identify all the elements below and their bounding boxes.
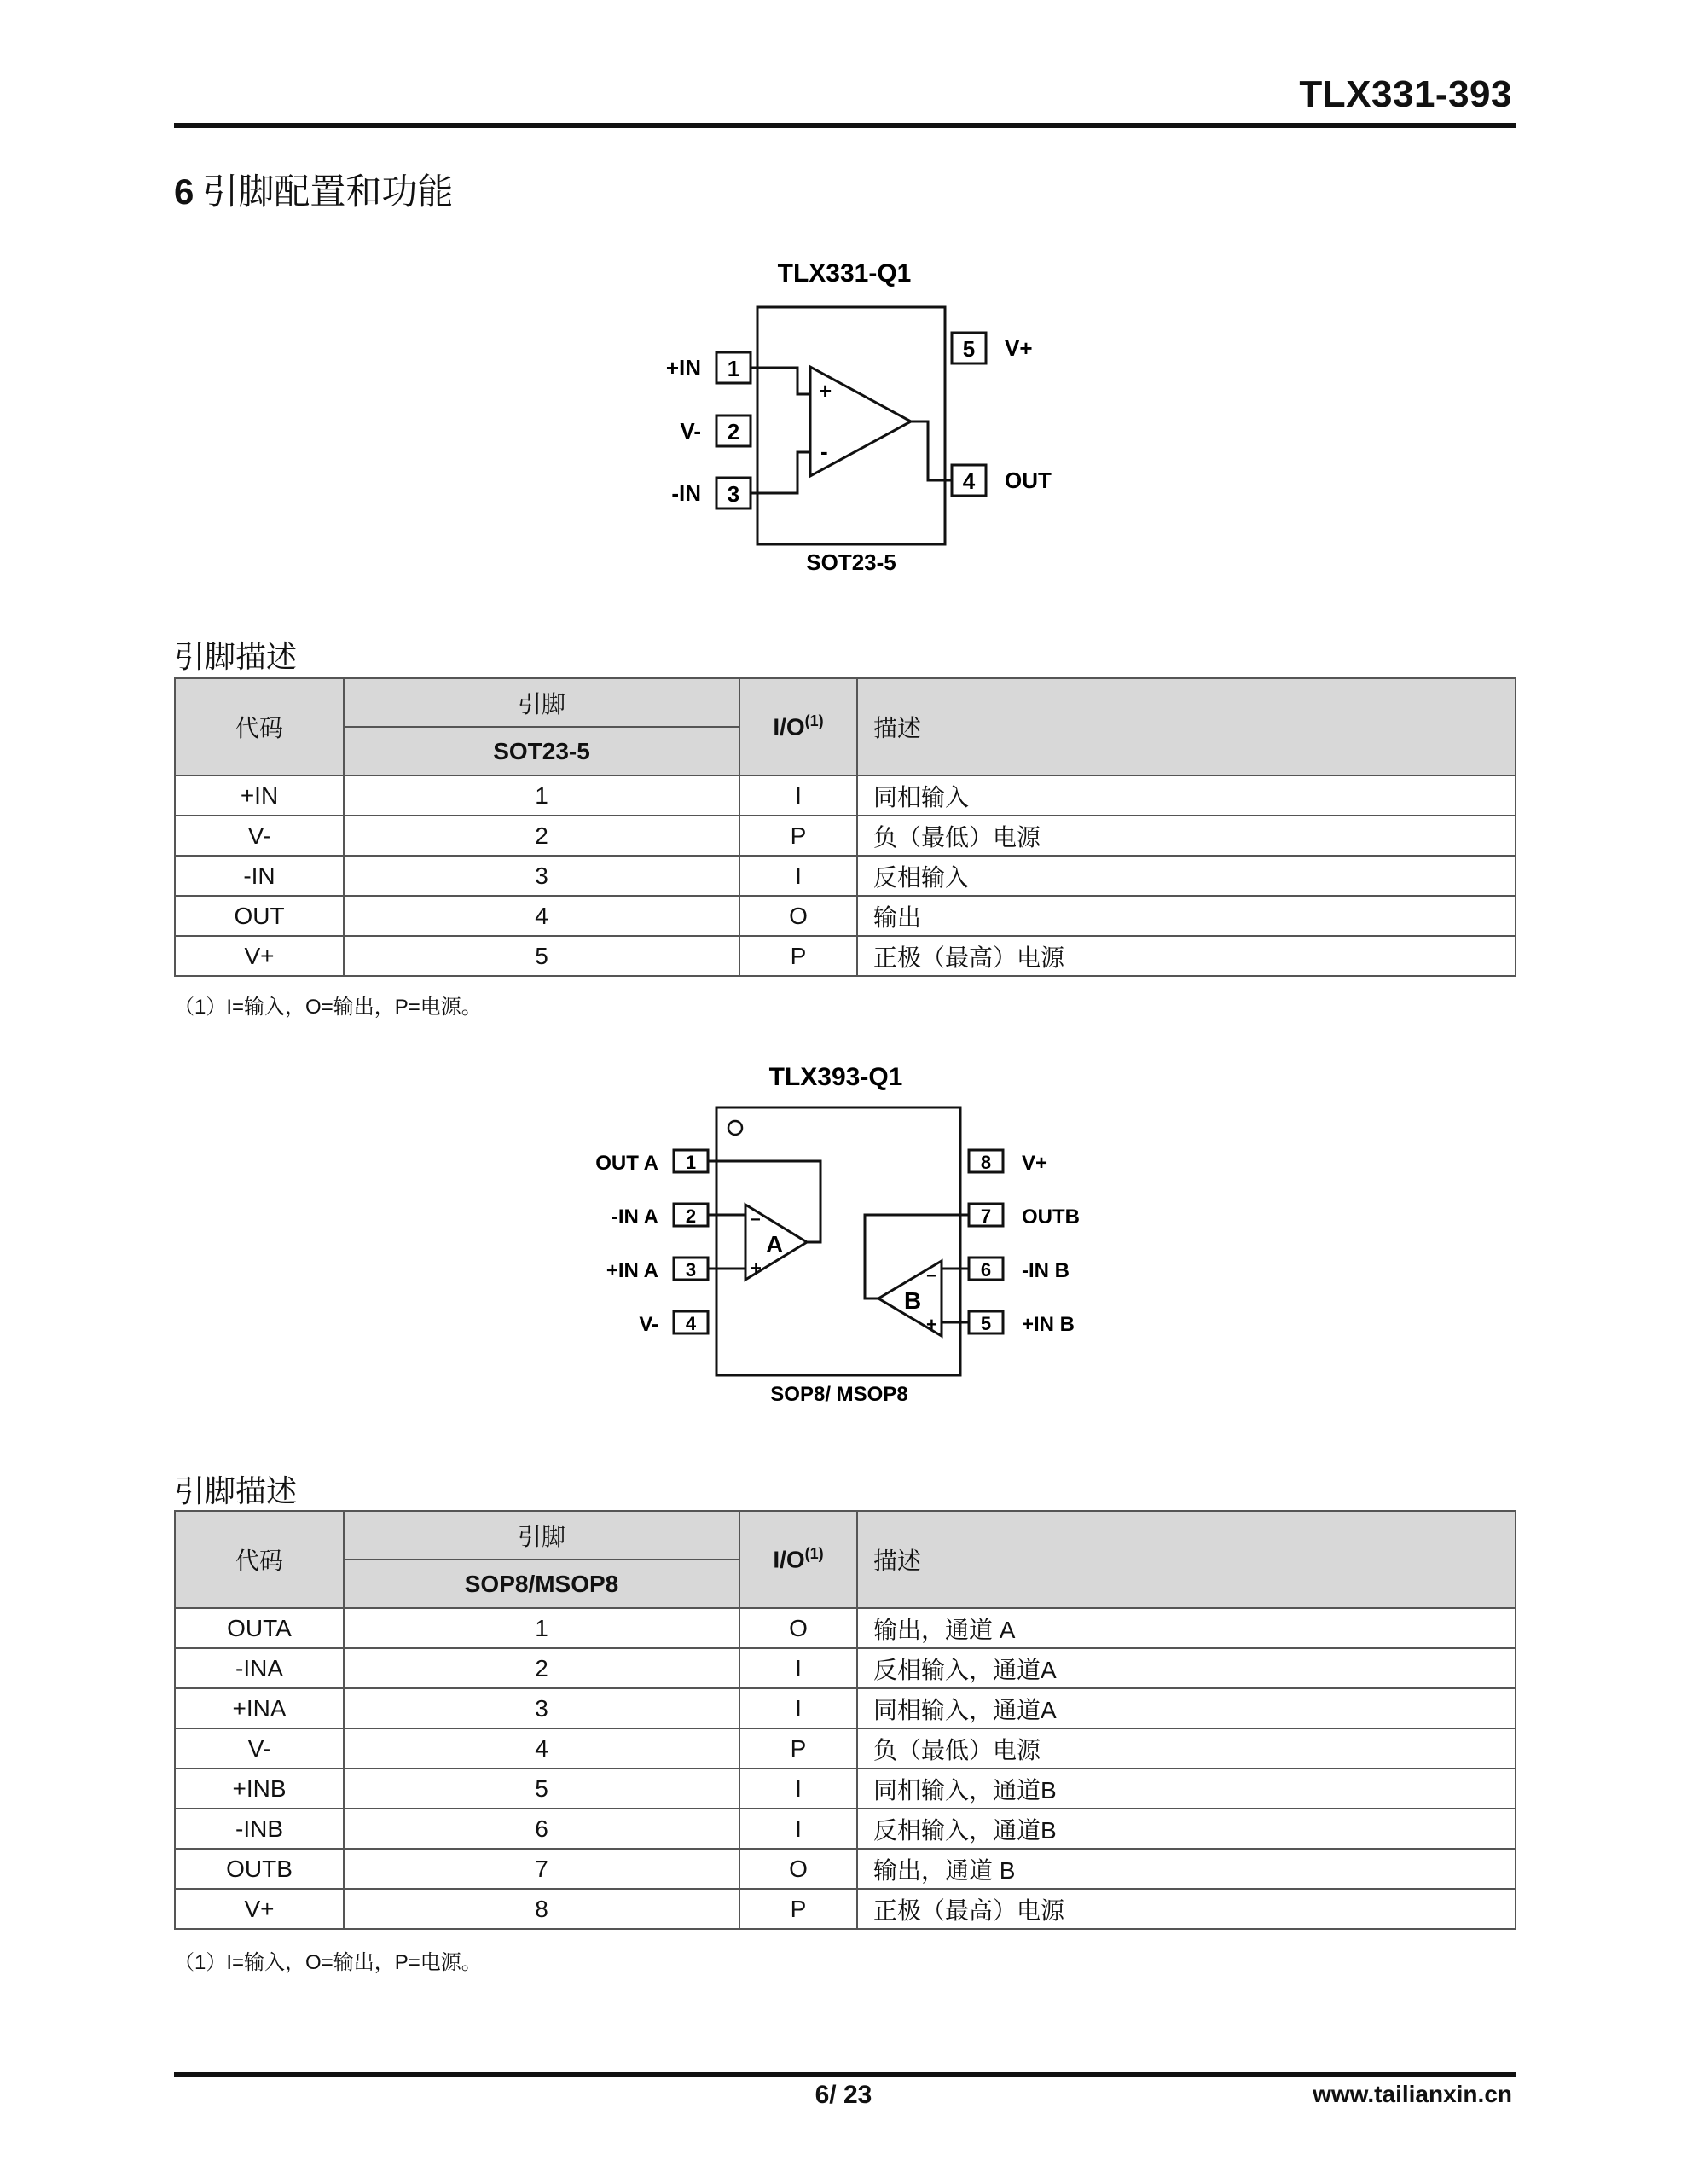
package-name: SOP8/ MSOP8	[770, 1383, 908, 1406]
pin-label: +IN B	[1022, 1313, 1075, 1336]
cell-pin: 3	[344, 856, 739, 896]
package-body	[716, 1107, 960, 1375]
table-row	[175, 936, 1516, 976]
pin-label: OUT A	[595, 1152, 658, 1175]
cell-io: O	[739, 1608, 857, 1648]
col-pin-header: 引脚	[344, 1511, 739, 1560]
table2-footnote: （1）I=输入，O=输出，P=电源。	[174, 1951, 482, 1974]
cell-io: I	[739, 1688, 857, 1728]
cell-io: I	[739, 775, 857, 816]
pin-number: 3	[727, 481, 740, 507]
cell-io: O	[739, 1849, 857, 1889]
minus-sign: −	[926, 1267, 936, 1286]
footer-rule	[174, 2072, 1516, 2077]
table-row	[175, 1809, 1516, 1849]
pin-label: -IN B	[1022, 1259, 1070, 1282]
col-io-header: $I/O^{(1)}$	[739, 678, 857, 775]
pin-label: -IN A	[611, 1205, 658, 1228]
pin-number: 2	[727, 419, 740, 444]
sop8-msop8-pinout-diagram	[0, 1058, 1687, 1416]
table-row	[175, 1728, 1516, 1769]
col-package-header: SOP8/MSOP8	[344, 1560, 739, 1608]
cell-desc: 输出，通道 B	[857, 1849, 1516, 1889]
cell-pin: 5	[344, 1769, 739, 1809]
plus-sign: +	[751, 1258, 762, 1279]
cell-code: -INA	[175, 1648, 344, 1688]
package-name: SOT23-5	[806, 549, 896, 575]
col-package-header: SOT23-5	[344, 727, 739, 775]
cell-code: V+	[175, 1889, 344, 1929]
document-title: TLX331-393	[1299, 73, 1512, 115]
pin-label: -IN	[671, 480, 701, 506]
website-link[interactable]: www.tailianxin.cn	[1313, 2081, 1512, 2107]
cell-io: P	[739, 936, 857, 976]
table-row	[175, 1769, 1516, 1809]
section-number: 6	[174, 171, 194, 212]
col-code-header: 代码	[175, 1511, 344, 1608]
cell-desc: 反相输入，通道A	[857, 1648, 1516, 1688]
header-rule	[174, 123, 1516, 128]
plus-sign: +	[819, 378, 832, 404]
amp-b-label: B	[904, 1287, 922, 1314]
cell-code: +INB	[175, 1769, 344, 1809]
cell-desc: 输出，通道 A	[857, 1608, 1516, 1648]
pin-number: 8	[980, 1152, 992, 1173]
pin-number: 1	[727, 356, 740, 381]
cell-pin: 4	[344, 896, 739, 936]
pin-number: 2	[685, 1205, 697, 1227]
sot23-5-pinout-diagram	[0, 247, 1687, 606]
cell-pin: 3	[344, 1688, 739, 1728]
cell-pin: 7	[344, 1849, 739, 1889]
cell-code: OUT	[175, 896, 344, 936]
cell-io: I	[739, 1809, 857, 1849]
cell-code: -IN	[175, 856, 344, 896]
cell-io: I	[739, 1769, 857, 1809]
pin-label: +IN	[665, 355, 701, 380]
cell-pin: 5	[344, 936, 739, 976]
cell-desc: 正极（最高）电源	[857, 936, 1516, 976]
cell-pin: 2	[344, 816, 739, 856]
page-number: 6/ 23	[815, 2081, 872, 2109]
pin-number: 3	[685, 1259, 697, 1281]
diagram2-title: TLX393-Q1	[768, 1063, 903, 1091]
cell-code: V+	[175, 936, 344, 976]
pin-label: V+	[1022, 1152, 1048, 1175]
cell-desc: 同相输入，通道B	[857, 1769, 1516, 1809]
col-code-header: 代码	[175, 678, 344, 775]
table-row	[175, 1889, 1516, 1929]
section-title: 引脚配置和功能	[202, 171, 454, 212]
cell-desc: 反相输入，通道B	[857, 1809, 1516, 1849]
table1-caption: 引脚描述	[174, 639, 298, 674]
col-desc-header: 描述	[857, 1511, 1516, 1608]
table-row	[175, 1849, 1516, 1889]
table-row	[175, 775, 1516, 816]
cell-io: P	[739, 1889, 857, 1929]
cell-desc: 反相输入	[857, 856, 1516, 896]
pin-label: V-	[680, 418, 701, 444]
table2-caption: 引脚描述	[174, 1473, 298, 1508]
diagram1-title: TLX331-Q1	[777, 259, 912, 288]
cell-code: OUTB	[175, 1849, 344, 1889]
cell-io: P	[739, 816, 857, 856]
package-body	[757, 307, 945, 544]
cell-pin: 4	[344, 1728, 739, 1769]
cell-code: -INB	[175, 1809, 344, 1849]
wire	[708, 1161, 820, 1242]
cell-pin: 2	[344, 1648, 739, 1688]
table-row	[175, 896, 1516, 936]
cell-io: O	[739, 896, 857, 936]
pin-label: OUTB	[1022, 1205, 1080, 1228]
pin-label: V+	[1005, 335, 1033, 361]
cell-pin: 6	[344, 1809, 739, 1849]
pin-label: V-	[639, 1313, 658, 1336]
cell-desc: 输出	[857, 896, 1516, 936]
amp-a-label: A	[766, 1231, 784, 1258]
cell-pin: 1	[344, 1608, 739, 1648]
table-row	[175, 856, 1516, 896]
pin-number: 5	[980, 1313, 992, 1334]
cell-desc: 同相输入，通道A	[857, 1688, 1516, 1728]
col-io-header: $I/O^{(1)}$	[739, 1511, 857, 1608]
cell-code: OUTA	[175, 1608, 344, 1648]
wire	[865, 1215, 969, 1298]
cell-code: +IN	[175, 775, 344, 816]
cell-pin: 8	[344, 1889, 739, 1929]
cell-io: P	[739, 1728, 857, 1769]
cell-desc: 负（最低）电源	[857, 816, 1516, 856]
section-heading	[174, 164, 453, 215]
cell-desc: 负（最低）电源	[857, 1728, 1516, 1769]
pin1-marker	[728, 1121, 742, 1135]
pin-number: 5	[962, 336, 976, 362]
wire-in-plus	[751, 368, 810, 394]
pin-number: 7	[980, 1205, 992, 1227]
pin-description-table-sop8	[174, 1510, 1516, 1930]
pin-number: 4	[962, 468, 976, 494]
table-row	[175, 1648, 1516, 1688]
plus-sign: +	[926, 1314, 937, 1335]
cell-io: I	[739, 856, 857, 896]
pin-description-table-sot23	[174, 677, 1516, 977]
cell-desc: 正极（最高）电源	[857, 1889, 1516, 1929]
cell-desc: 同相输入	[857, 775, 1516, 816]
pin-label: OUT	[1005, 468, 1052, 493]
cell-io: I	[739, 1648, 857, 1688]
cell-code: +INA	[175, 1688, 344, 1728]
table-row	[175, 816, 1516, 856]
col-pin-header: 引脚	[344, 678, 739, 727]
cell-pin: 1	[344, 775, 739, 816]
pin-number: 1	[685, 1152, 697, 1173]
table1-footnote: （1）I=输入，O=输出，P=电源。	[174, 996, 482, 1019]
cell-code: V-	[175, 816, 344, 856]
minus-sign: -	[820, 439, 828, 464]
wire-in-minus	[751, 452, 810, 493]
pin-label: +IN A	[606, 1259, 658, 1282]
cell-code: V-	[175, 1728, 344, 1769]
pin-number: 6	[980, 1259, 992, 1281]
pin-number: 4	[685, 1313, 697, 1334]
col-desc-header: 描述	[857, 678, 1516, 775]
table-row	[175, 1688, 1516, 1728]
table-row	[175, 1608, 1516, 1648]
minus-sign: −	[751, 1211, 761, 1229]
